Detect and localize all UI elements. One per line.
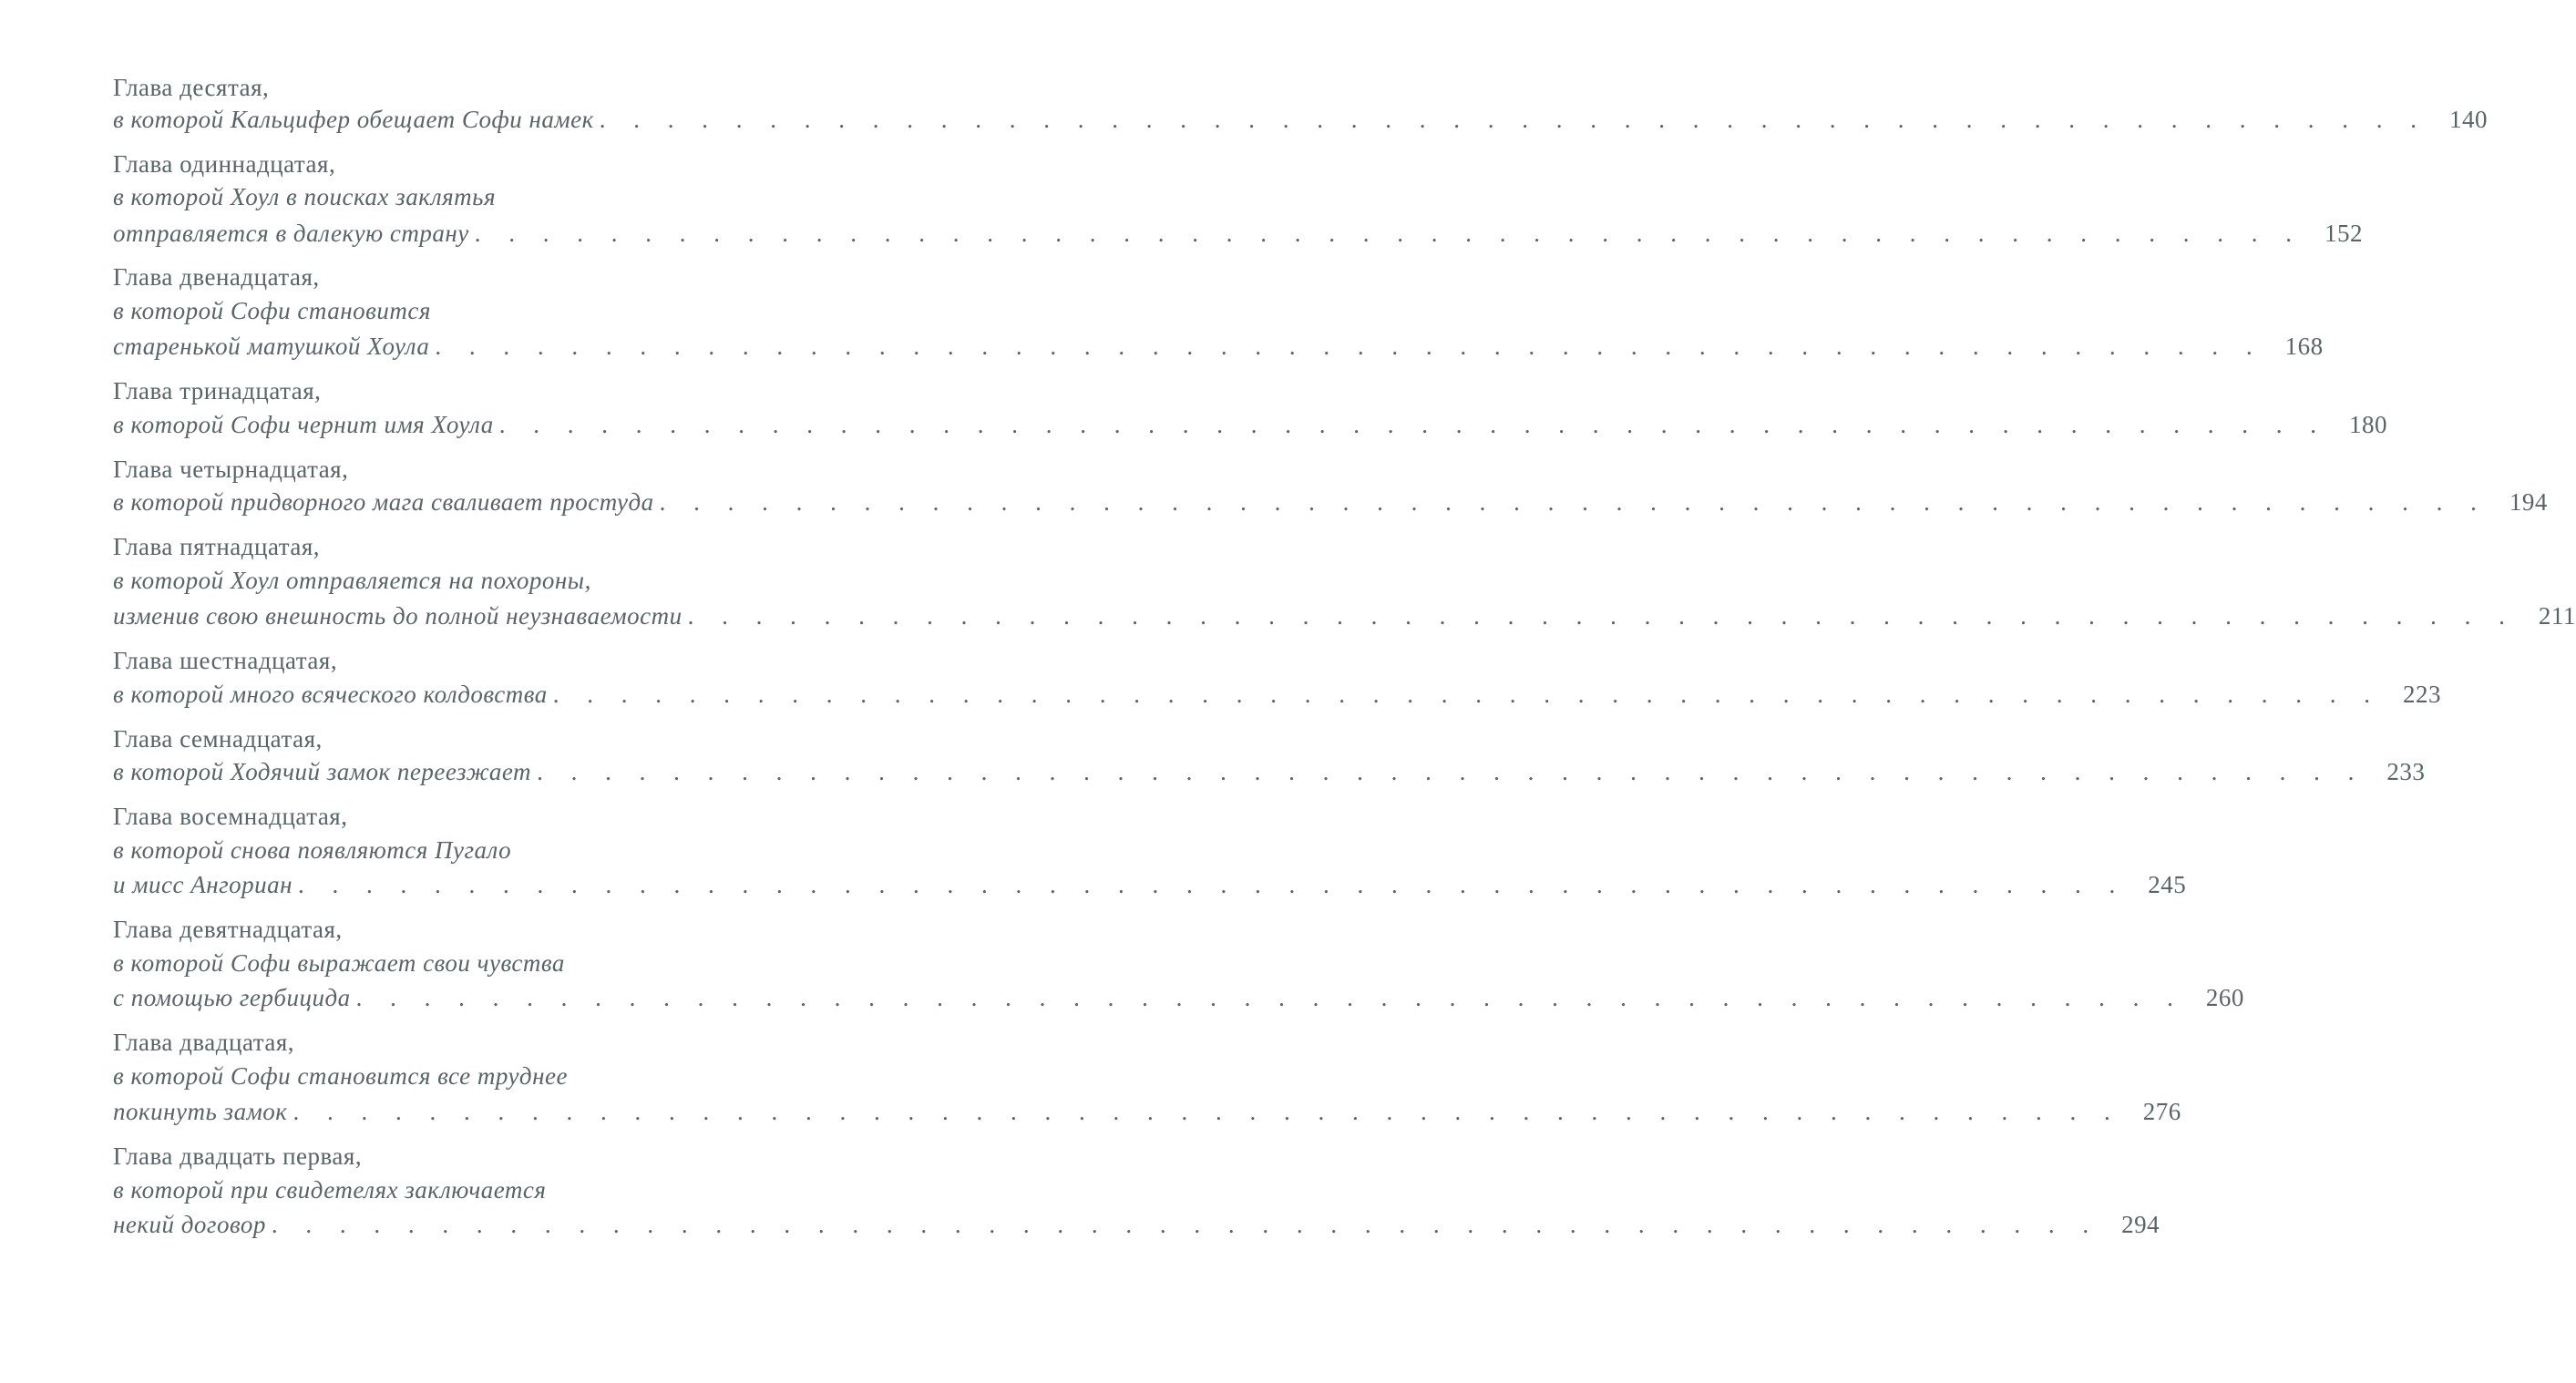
toc-entry-line[interactable] [113,328,2324,364]
dot-leader: . . . . . . . . . . . . . . . . . . . . . . . . . . . . . . . . . . . . . . . . . . . . . . . . . . . . . . [687,602,2516,630]
dot-leader: . . . . . . . . . . . . . . . . . . . . . . . . . . . . . . . . . . . . . . . . . . . . . . . . . . . . . . [271,1211,2100,1238]
toc-entry-line[interactable] [113,1093,2181,1130]
dot-leader: . . . . . . . . . . . . . . . . . . . . . . . . . . . . . . . . . . . . . . . . . . . . . . . . . . . . . . [537,758,2366,785]
chapter-heading: Глава десятая, [113,74,270,101]
toc-entry-line[interactable] [113,979,2244,1016]
chapter-subtitle: в которой при свидетелях заключается [113,1176,547,1204]
page-number: 276 [2142,1098,2181,1125]
dot-leader: . . . . . . . . . . . . . . . . . . . . . . . . . . . . . . . . . . . . . . . . . . . . . . . . . . . . . . [659,488,2488,516]
dot-leader: . . . . . . . . . . . . . . . . . . . . . . . . . . . . . . . . . . . . . . . . . . . . . . . . . . . . . . [498,411,2327,438]
toc-entry-line[interactable] [113,676,2441,712]
chapter-heading: Глава девятнадцатая, [113,916,343,943]
chapter-subtitle: в которой придворного мага сваливает простуда [113,488,654,516]
page-number: 180 [2349,411,2387,438]
toc-entry-line[interactable] [113,101,2488,138]
chapter-heading: Глава одиннадцатая, [113,150,336,178]
page-number: 260 [2205,984,2244,1011]
toc-entry-line[interactable] [113,598,2576,634]
chapter-subtitle: изменив свою внешность до полной неузнаваемости [113,602,682,630]
chapter-heading: Глава пятнадцатая, [113,533,321,560]
chapter-subtitle: с помощью гербицида [113,984,351,1011]
chapter-heading: Глава двадцатая, [113,1029,295,1056]
toc-entry-line[interactable] [113,406,2387,443]
dot-leader: . . . . . . . . . . . . . . . . . . . . . . . . . . . . . . . . . . . . . . . . . . . . . . . . . . . . . . [435,333,2263,360]
chapter-subtitle: и мисс Ангориан [113,871,293,898]
toc-entry-line[interactable] [113,484,2548,520]
toc-entry-line[interactable] [113,1206,2160,1243]
chapter-subtitle: в которой Софи чернит имя Хоула [113,411,494,438]
toc-entry-line[interactable] [113,215,2364,251]
chapter-subtitle: в которой Софи становится все труднее [113,1062,568,1090]
chapter-heading: Глава семнадцатая, [113,725,323,753]
chapter-heading: Глава двенадцатая, [113,263,320,291]
page-number: 223 [2403,681,2441,708]
chapter-subtitle: в которой Софи становится [113,297,431,324]
chapter-heading: Глава четырнадцатая, [113,456,349,483]
page-number: 194 [2509,488,2548,516]
chapter-subtitle: в которой Ходячий замок переезжает [113,758,532,785]
chapter-heading: Глава двадцать первая, [113,1142,363,1170]
chapter-subtitle: в которой Софи выражает свои чувства [113,949,565,977]
chapter-heading: Глава восемнадцатая, [113,803,348,830]
page-number: 294 [2121,1211,2160,1238]
chapter-subtitle: покинуть замок [113,1098,288,1125]
dot-leader: . . . . . . . . . . . . . . . . . . . . . . . . . . . . . . . . . . . . . . . . . . . . . . . . . . . . . . [355,984,2184,1011]
page-number: 245 [2148,871,2187,898]
dot-leader: . . . . . . . . . . . . . . . . . . . . . . . . . . . . . . . . . . . . . . . . . . . . . . . . . . . . . . [552,681,2381,708]
page-number: 140 [2448,106,2488,133]
page-number: 168 [2284,333,2324,360]
chapter-heading: Глава шестнадцатая, [113,647,338,674]
page-number: 211 [2538,602,2576,630]
chapter-subtitle: старенькой матушкой Хоула [113,333,430,360]
chapter-subtitle: в которой Хоул в поисках заклятья [113,183,497,210]
chapter-subtitle: некий договор [113,1211,266,1238]
page-number: 233 [2386,758,2426,785]
dot-leader: . . . . . . . . . . . . . . . . . . . . . . . . . . . . . . . . . . . . . . . . . . . . . . . . . . . . . . [292,1098,2121,1125]
chapter-heading: Глава тринадцатая, [113,377,322,405]
chapter-subtitle: в которой снова появляются Пугало [113,836,512,864]
chapter-subtitle: отправляется в далекую страну [113,220,469,247]
chapter-subtitle: в которой Кальцифер обещает Софи намек [113,106,594,133]
toc-entry-line[interactable] [113,866,2187,903]
dot-leader: . . . . . . . . . . . . . . . . . . . . . . . . . . . . . . . . . . . . . . . . . . . . . . . . . . . . . . [298,871,2127,898]
dot-leader: . . . . . . . . . . . . . . . . . . . . . . . . . . . . . . . . . . . . . . . . . . . . . . . . . . . . . . [474,220,2304,247]
toc-entry-line[interactable] [113,753,2426,790]
page-number: 152 [2325,220,2364,247]
chapter-subtitle: в которой Хоул отправляется на похороны, [113,567,591,594]
dot-leader: . . . . . . . . . . . . . . . . . . . . . . . . . . . . . . . . . . . . . . . . . . . . . . . . . . . . . . [599,106,2427,133]
chapter-subtitle: в которой много всяческого колдовства [113,681,548,708]
